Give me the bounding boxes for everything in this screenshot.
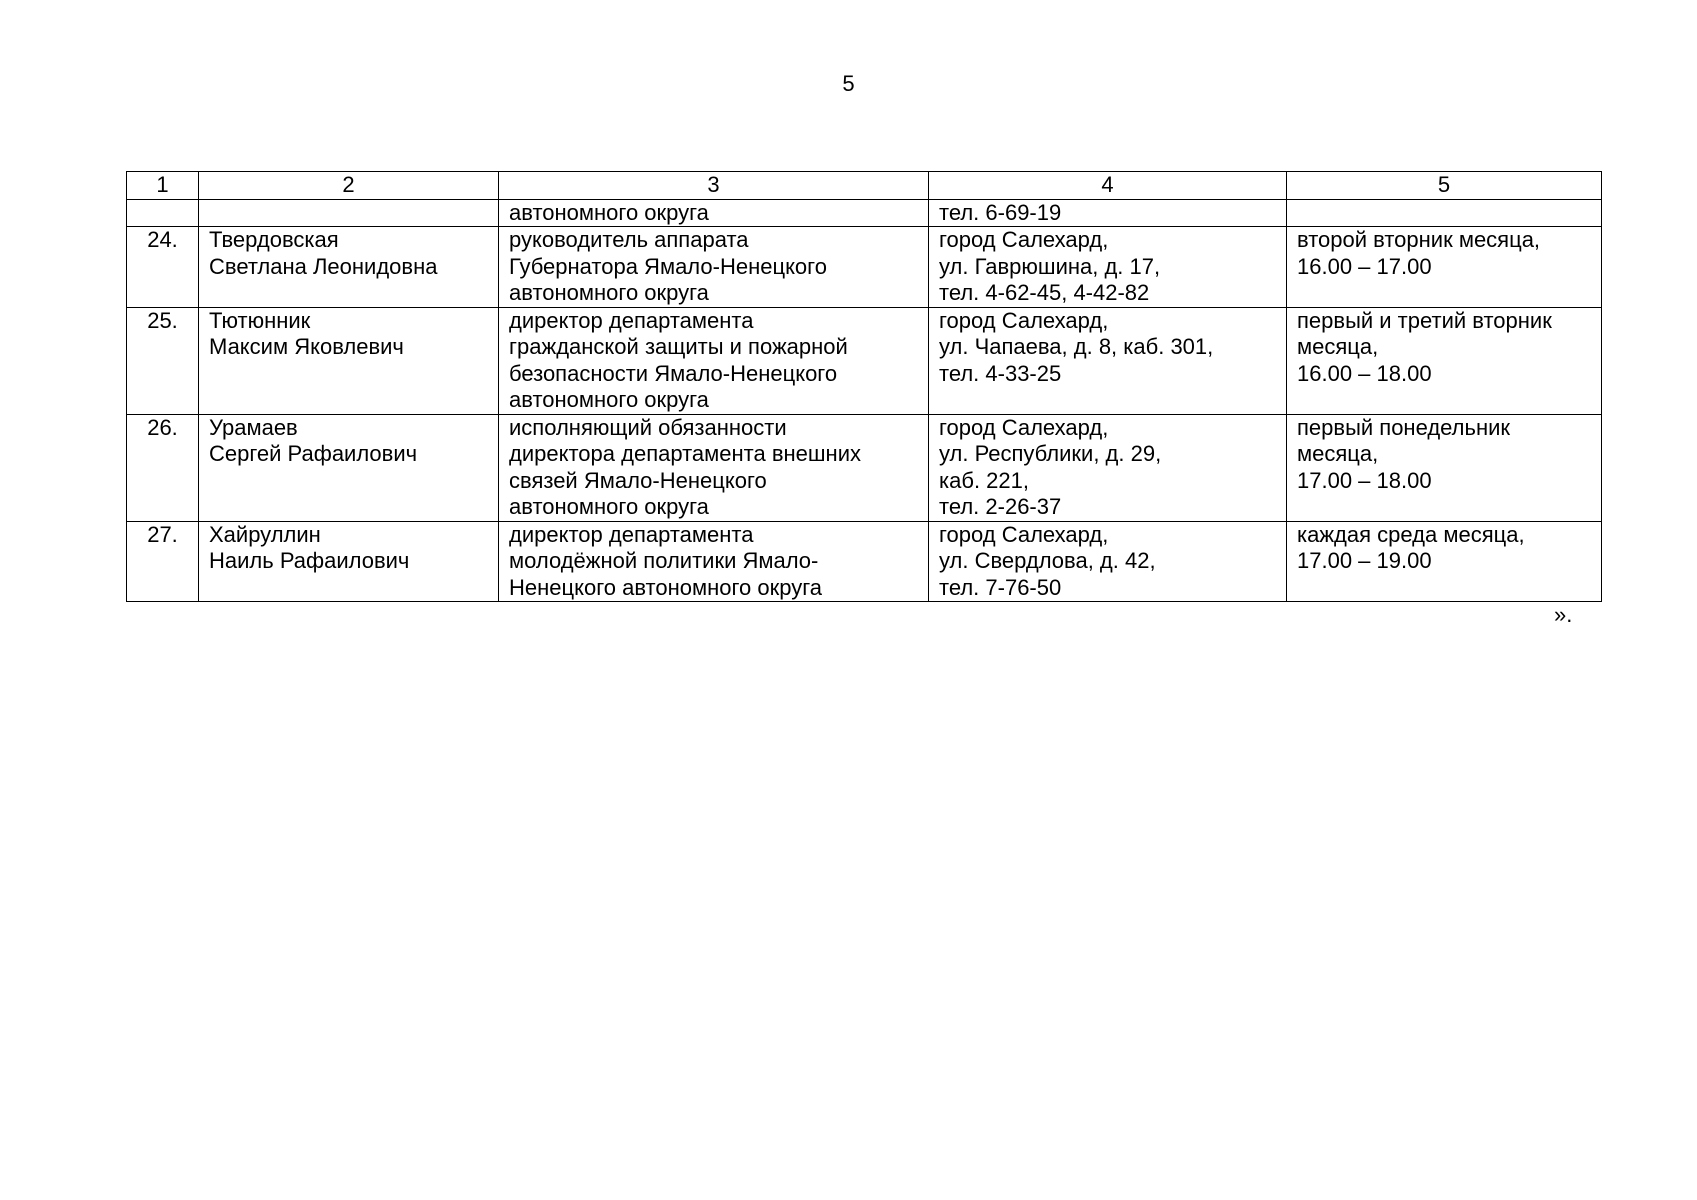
reception-schedule: второй вторник месяца, 16.00 – 17.00: [1287, 227, 1602, 308]
table-row: [127, 307, 1602, 414]
reception-address: город Салехард, ул. Чапаева, д. 8, каб. 301, тел. 4-33-25: [929, 307, 1287, 414]
reception-schedule: каждая среда месяца, 17.00 – 19.00: [1287, 521, 1602, 602]
row-number: 24.: [127, 227, 199, 308]
column-number-5: 5: [1287, 172, 1602, 200]
column-number-4: 4: [929, 172, 1287, 200]
column-number-2: 2: [199, 172, 499, 200]
row-number: 25.: [127, 307, 199, 414]
reception-schedule-table: [126, 171, 1602, 602]
column-number-3: 3: [499, 172, 929, 200]
table-row-continued: [127, 199, 1602, 227]
column-number-1: 1: [127, 172, 199, 200]
reception-address: город Салехард, ул. Республики, д. 29, каб. 221, тел. 2-26-37: [929, 414, 1287, 521]
official-position: исполняющий обязанности директора департамента внешних связей Ямало-Ненецкого автономного округа: [499, 414, 929, 521]
official-name: Урамаев Сергей Рафаилович: [199, 414, 499, 521]
table-row: [127, 521, 1602, 602]
official-position: автономного округа: [499, 199, 929, 227]
reception-schedule: первый и третий вторник месяца, 16.00 – 18.00: [1287, 307, 1602, 414]
table-header-row: [127, 172, 1602, 200]
official-position: директор департамента молодёжной политики Ямало- Ненецкого автономного округа: [499, 521, 929, 602]
page-number: 5: [842, 71, 855, 96]
row-number: 26.: [127, 414, 199, 521]
closing-quote: ».: [1554, 602, 1573, 627]
official-name: Хайруллин Наиль Рафаилович: [199, 521, 499, 602]
table-row: [127, 414, 1602, 521]
official-name: [199, 199, 499, 227]
reception-address: город Салехард, ул. Гаврюшина, д. 17, тел. 4-62-45, 4-42-82: [929, 227, 1287, 308]
reception-schedule: [1287, 199, 1602, 227]
official-name: Тютюнник Максим Яковлевич: [199, 307, 499, 414]
table-row: [127, 227, 1602, 308]
row-number: [127, 199, 199, 227]
reception-address: тел. 6-69-19: [929, 199, 1287, 227]
official-position: директор департамента гражданской защиты и пожарной безопасности Ямало-Ненецкого автономного округа: [499, 307, 929, 414]
reception-address: город Салехард, ул. Свердлова, д. 42, тел. 7-76-50: [929, 521, 1287, 602]
official-name: Твердовская Светлана Леонидовна: [199, 227, 499, 308]
row-number: 27.: [127, 521, 199, 602]
reception-schedule: первый понедельник месяца, 17.00 – 18.00: [1287, 414, 1602, 521]
official-position: руководитель аппарата Губернатора Ямало-Ненецкого автономного округа: [499, 227, 929, 308]
